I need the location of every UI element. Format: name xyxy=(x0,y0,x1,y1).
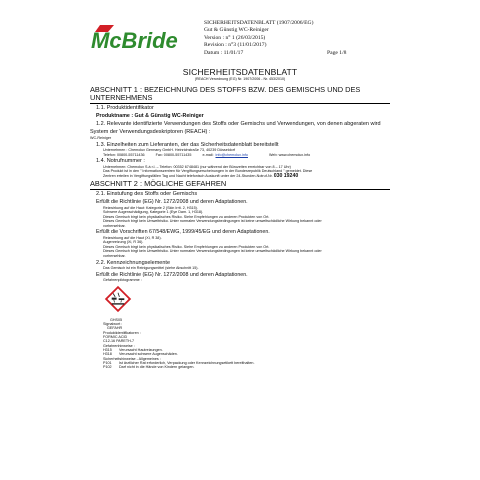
page-subtitle: (REACH Verordnung (EG) Nr. 1907/2006 - Nr. 453/2010) xyxy=(194,77,286,81)
descriptor-value: WC-Reiniger xyxy=(90,135,112,140)
emergency-line-1: Unternehmen: Chemolux S.à r.l. – Telefon: 00352 6748481 (nur während der Bürozeiten erreichbar von 8 – 17 Uhr) xyxy=(103,164,291,169)
emergency-number: 030 19240 xyxy=(273,172,299,179)
hazard-h318: H318 Verursacht schwere Augenschäden. xyxy=(103,352,178,357)
identifier-2: C12-16 PARETH-7 xyxy=(103,339,135,344)
classification-4b: vorhersehbar. xyxy=(103,223,126,228)
header-version: Version : n° 1 (26/03/2015) xyxy=(204,34,266,41)
email-link[interactable]: info@chemolux.info xyxy=(215,152,248,157)
section-1-heading: ABSCHNITT 1 : BEZEICHNUNG DES STOFFS BZW. DES GEMISCHS UND DES UNTERNEHMENS xyxy=(90,86,390,104)
directive-class-4b: vorhersehbar. xyxy=(103,253,126,258)
section-2-1-title: 2.1. Einstufung des Stoffs oder Gemischs xyxy=(96,191,198,198)
section-1-3-title: 1.3. Einzelheiten zum Lieferanten, der das Sicherheitsdatenblatt bereitstellt xyxy=(96,141,279,148)
regulation-1272: Erfüllt die Richtlinie (EG) Nr. 1272/2008 und deren Adaptationen. xyxy=(96,199,248,206)
product-name: Produktname : Gut & Günstig WC-Reiniger xyxy=(96,113,204,120)
label-element-note: Das Gemisch ist ein Reinigungsmittel (siehe Abschnitt 15). xyxy=(103,266,199,271)
precaution-p101: P101 Ist ärztlicher Rat erforderlich, Verpackung oder Kennzeichnungsetikett bereithalten. xyxy=(103,360,255,365)
document-body xyxy=(90,85,390,369)
signal-word-label: Signalwort : xyxy=(103,322,123,327)
page-number: Page 1/8 xyxy=(327,49,347,56)
classification-3: Dieses Gemisch birgt kein physikalisches Risiko. Siehe Empfehlungen zu anderen Produkten von Ort. xyxy=(103,214,270,219)
directive-class-2: Augenreizung (Xi, R 36). xyxy=(103,240,144,245)
directive-class-4: Dieses Gemisch birgt kein Umweltrisiko. Unter normalen Verwendungsbedingungen ist keine umweltschädliche Wirkung bekannt oder xyxy=(103,249,322,254)
directive-class-1: Reizwirkung auf die Haut (Xi, R 38). xyxy=(103,235,162,240)
header-product: Gut & Günstig WC-Reiniger xyxy=(204,27,269,34)
header-date: Datum : 11/01/17 xyxy=(204,49,244,56)
header-revision: Revision : n°3 (11/01/2017) xyxy=(204,42,267,49)
document-header xyxy=(204,20,364,57)
logo-wordmark: McBride xyxy=(91,28,178,52)
regulation-1272-labeling: Erfüllt die Richtlinie (EG) Nr. 1272/2008 und deren Adaptationen. xyxy=(96,271,248,278)
descriptor-label: System der Verwendungsdeskriptoren (REACH) : xyxy=(90,129,211,136)
signal-word-value: GEFAHR xyxy=(107,326,123,331)
section-1-1-title: 1.1. Produktidentifikator xyxy=(96,105,154,112)
contact-line xyxy=(103,153,390,158)
page-title: SICHERHEITSDATENBLATT xyxy=(182,67,298,77)
pictogram-label: Gefahrenpiktogramme : xyxy=(103,278,142,283)
pictogram-code: GHS05 xyxy=(110,317,123,322)
regulation-67548: Erfüllt die Vorschriften 67/548/EWG, 1999/45/EG und deren Adaptationen. xyxy=(96,229,270,236)
section-2-heading: ABSCHNITT 2 : MÖGLICHE GEFAHREN xyxy=(90,180,390,190)
section-1-4-title: 1.4. Notrufnummer : xyxy=(96,158,145,165)
fax-number: Fax: 00800-55711435 xyxy=(155,152,192,157)
section-2-2-title: 2.2. Kennzeichnungselemente xyxy=(96,259,170,266)
section-1-2-title: 1.2. Relevante identifizierte Verwendungen des Stoffs oder Gemischs und Verwendungen, von denen abgeraten wird xyxy=(96,121,381,128)
phone-number: Telefon: 00800-55711436 xyxy=(103,152,145,157)
hazard-h315: H315 Verursacht Hautreizungen. xyxy=(103,347,163,352)
identifier-1: FORMIC ACID xyxy=(103,335,128,340)
classification-1: Reizwirkung auf die Haut: Kategorie 2 (Skin Irrit. 2, H315). xyxy=(103,205,198,210)
directive-class-3: Dieses Gemisch birgt kein physikalisches Risiko. Siehe Empfehlungen zu anderen Produkten von Ort. xyxy=(103,244,270,249)
hazard-statements-label: Gefahrenhinweise : xyxy=(103,343,135,348)
precaution-p102: P102 Darf nicht in die Hände von Kindern gelangen. xyxy=(103,365,195,370)
emergency-line-3: Zentren erteilen in Vergiftungsfällen Tag und Nacht telefonisch Auskunft unter der 24-Stunden-Notruf-Nr. 030 19240 xyxy=(103,172,299,179)
email-entry: e-mail: info@chemolux.info xyxy=(202,152,248,157)
ghs05-corrosion-icon xyxy=(104,285,132,313)
mcbride-logo xyxy=(90,22,192,52)
classification-4: Dieses Gemisch birgt kein Umweltrisiko. Unter normalen Verwendungsbedingungen ist keine umweltschädliche Wirkung bekannt oder xyxy=(103,219,322,224)
company-address: Unternehmen : Chemolux Germany GmbH. Heinrichstraße 73, 40239 Düsseldorf xyxy=(103,148,235,153)
classification-2: Schwere Augenschädigung, Kategorie 1 (Eye Dam. 1, H318). xyxy=(103,210,204,215)
header-doc-type: SICHERHEITSDATENBLATT (1907/2006/EG) xyxy=(204,20,314,26)
emergency-line-2: Das Produkt ist in den " Informationszentren für Vergiftungserscheinungen in der Bundesrepublik Deutschland " gemeldet. Diese xyxy=(103,169,313,174)
product-identifiers-label: Produktidentifikatoren : xyxy=(103,330,141,335)
website-entry[interactable]: Web: www.chemolux.info xyxy=(269,152,311,157)
precautionary-label: Sicherheitshinweise - Allgemeines : xyxy=(103,356,161,361)
